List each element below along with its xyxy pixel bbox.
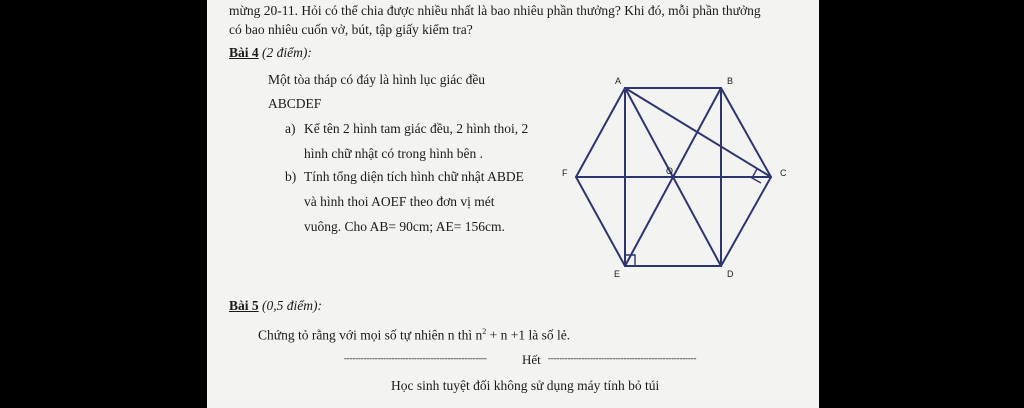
bai5-exponent: 2 (482, 327, 487, 336)
end-note: Học sinh tuyệt đối không sử dụng máy tính bỏ túi (391, 378, 660, 393)
label-d: D (727, 269, 734, 279)
intro-line-2: có bao nhiêu cuốn vở, bút, tập giấy kiểm tra? (229, 22, 473, 37)
bai4-heading (229, 46, 312, 60)
bai4-title: Bài 4 (229, 45, 259, 60)
label-o: O (666, 166, 674, 176)
bai4-desc-line-1: Một tòa tháp có đáy là hình lục giác đều (268, 72, 486, 87)
bai4-b-line-1: Tính tổng diện tích hình chữ nhật ABDE (304, 169, 524, 184)
bai5-statement-before: Chứng tỏ rằng với mọi số tự nhiên n thì n (258, 327, 483, 343)
hexagon-figure (556, 72, 796, 284)
bai4-a-label: a) (285, 121, 296, 136)
bai4-a-line-2: hình chữ nhật có trong hình bên . (304, 146, 484, 161)
bai5-heading (229, 299, 322, 313)
bai4-a-line-1: Kể tên 2 hình tam giác đều, 2 hình thoi, 2 (304, 121, 529, 136)
label-c: C (780, 168, 787, 178)
end-label: Hết (522, 352, 541, 367)
label-f: F (562, 168, 568, 178)
end-dashes-right: ----------------------------------------------------- (548, 353, 697, 363)
bai4-b-label: b) (285, 169, 297, 184)
segment-ac (625, 88, 771, 177)
bai5-title: Bài 5 (229, 298, 259, 313)
bai5-statement-after: + n +1 là số lẻ. (486, 327, 571, 343)
bai5-points: (0,5 điểm): (262, 298, 322, 313)
bai4-b-line-3: vuông. Cho AB= 90cm; AE= 156cm. (304, 219, 505, 234)
label-b: B (727, 76, 734, 86)
bai4-points: (2 điểm): (262, 45, 312, 60)
bai5-statement (258, 328, 570, 342)
end-dashes-left: --------------------------------------------------- (344, 353, 487, 363)
label-a: A (615, 76, 622, 86)
bai4-b-line-2: và hình thoi AOEF theo đơn vị mét (304, 194, 495, 209)
label-e: E (614, 269, 621, 279)
intro-line-1: mừng 20-11. Hỏi có thể chia được nhiều nhất là bao nhiêu phần thưởng? Khi đó, mỗi phần thưởng (229, 3, 761, 18)
bai4-desc-line-2: ABCDEF (268, 96, 322, 111)
